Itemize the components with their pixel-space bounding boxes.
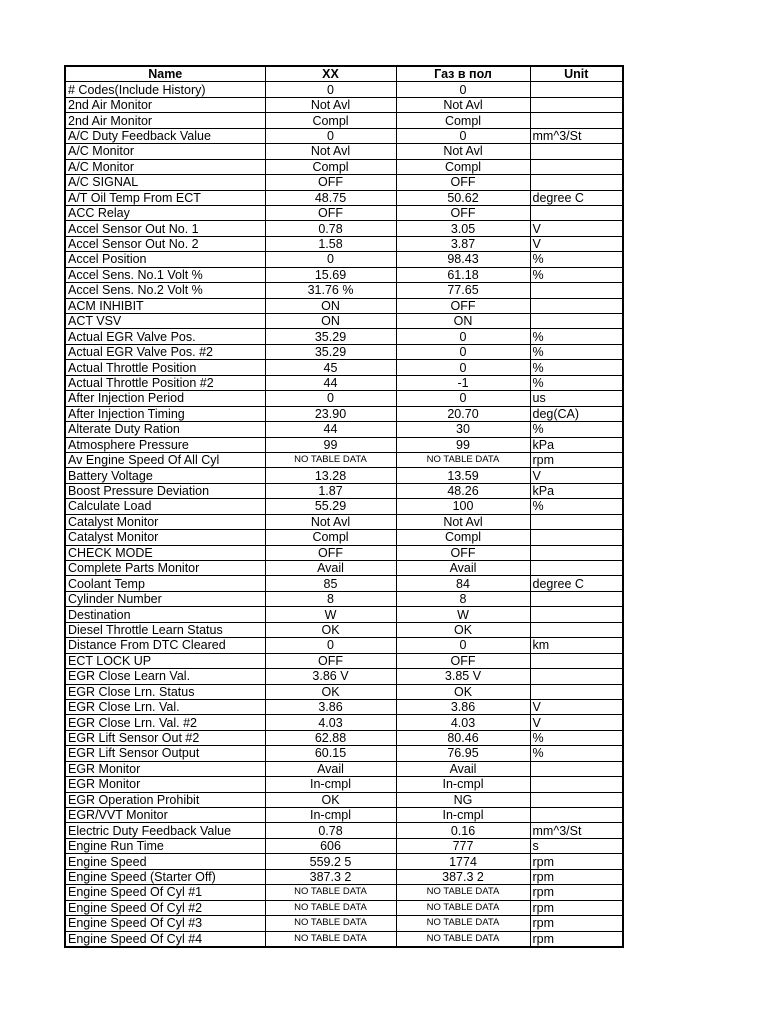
cell-name: Av Engine Speed Of All Cyl (65, 452, 265, 467)
table-row (65, 360, 623, 375)
cell-name: Boost Pressure Deviation (65, 483, 265, 498)
cell-name: Accel Sens. No.2 Volt % (65, 283, 265, 298)
cell-unit: % (530, 375, 623, 390)
cell-xx: 0 (265, 82, 396, 97)
cell-gas: NO TABLE DATA (396, 452, 530, 467)
cell-name: Accel Position (65, 252, 265, 267)
table-row (65, 483, 623, 498)
cell-gas: 13.59 (396, 468, 530, 483)
cell-xx: 559.2 5 (265, 854, 396, 869)
cell-unit: % (530, 730, 623, 745)
cell-unit (530, 205, 623, 220)
cell-gas: -1 (396, 375, 530, 390)
cell-name: Catalyst Monitor (65, 514, 265, 529)
cell-gas: 80.46 (396, 730, 530, 745)
table-row (65, 561, 623, 576)
cell-gas: Not Avl (396, 97, 530, 112)
cell-gas: NG (396, 792, 530, 807)
cell-gas: 777 (396, 838, 530, 853)
cell-unit (530, 514, 623, 529)
cell-gas: 76.95 (396, 746, 530, 761)
cell-xx: 44 (265, 422, 396, 437)
cell-xx: OK (265, 622, 396, 637)
cell-name: EGR/VVT Monitor (65, 808, 265, 823)
header-unit: Unit (530, 66, 623, 82)
cell-gas: Compl (396, 530, 530, 545)
cell-gas: 84 (396, 576, 530, 591)
cell-gas: Not Avl (396, 514, 530, 529)
cell-xx: 0 (265, 252, 396, 267)
cell-unit: V (530, 715, 623, 730)
cell-unit (530, 808, 623, 823)
table-row (65, 205, 623, 220)
cell-xx: 0.78 (265, 823, 396, 838)
cell-gas: 0 (396, 329, 530, 344)
cell-unit (530, 561, 623, 576)
cell-name: A/C Monitor (65, 144, 265, 159)
table-row (65, 591, 623, 606)
table-row (65, 144, 623, 159)
cell-gas: Avail (396, 761, 530, 776)
cell-xx: 23.90 (265, 406, 396, 421)
header-xx: XX (265, 66, 396, 82)
cell-unit: degree C (530, 190, 623, 205)
cell-xx: 1.58 (265, 236, 396, 251)
cell-name: Engine Speed (65, 854, 265, 869)
cell-unit (530, 607, 623, 622)
cell-unit: kPa (530, 437, 623, 452)
cell-gas: 99 (396, 437, 530, 452)
table-row (65, 607, 623, 622)
table-row (65, 452, 623, 467)
cell-unit: V (530, 699, 623, 714)
cell-name: Battery Voltage (65, 468, 265, 483)
table-row (65, 653, 623, 668)
cell-name: 2nd Air Monitor (65, 113, 265, 128)
cell-xx: 60.15 (265, 746, 396, 761)
table-row (65, 699, 623, 714)
cell-gas: 1774 (396, 854, 530, 869)
table-row (65, 638, 623, 653)
cell-gas: OK (396, 622, 530, 637)
cell-xx: 15.69 (265, 267, 396, 282)
cell-xx: NO TABLE DATA (265, 931, 396, 947)
cell-gas: ON (396, 314, 530, 329)
cell-gas: In-cmpl (396, 777, 530, 792)
cell-xx: OFF (265, 175, 396, 190)
cell-gas: 3.05 (396, 221, 530, 236)
cell-xx: Not Avl (265, 144, 396, 159)
cell-name: A/T Oil Temp From ECT (65, 190, 265, 205)
cell-xx: Not Avl (265, 97, 396, 112)
table-row (65, 715, 623, 730)
cell-name: A/C SIGNAL (65, 175, 265, 190)
table-row (65, 97, 623, 112)
cell-xx: ON (265, 298, 396, 313)
table-row (65, 823, 623, 838)
cell-unit: rpm (530, 452, 623, 467)
table-row (65, 792, 623, 807)
cell-unit (530, 591, 623, 606)
cell-unit (530, 159, 623, 174)
table-row (65, 329, 623, 344)
cell-gas: 98.43 (396, 252, 530, 267)
cell-name: ACC Relay (65, 205, 265, 220)
cell-gas: 50.62 (396, 190, 530, 205)
cell-unit: rpm (530, 869, 623, 884)
cell-name: Engine Speed Of Cyl #2 (65, 900, 265, 915)
cell-unit: % (530, 252, 623, 267)
cell-gas: Compl (396, 113, 530, 128)
cell-xx: Compl (265, 113, 396, 128)
cell-name: A/C Duty Feedback Value (65, 128, 265, 143)
table-row (65, 854, 623, 869)
cell-name: EGR Operation Prohibit (65, 792, 265, 807)
cell-unit (530, 761, 623, 776)
cell-unit (530, 545, 623, 560)
cell-name: Accel Sensor Out No. 1 (65, 221, 265, 236)
cell-unit: % (530, 344, 623, 359)
cell-unit: kPa (530, 483, 623, 498)
cell-unit (530, 777, 623, 792)
table-row (65, 283, 623, 298)
cell-name: Diesel Throttle Learn Status (65, 622, 265, 637)
cell-name: EGR Lift Sensor Out #2 (65, 730, 265, 745)
cell-xx: OK (265, 792, 396, 807)
cell-gas: 0 (396, 128, 530, 143)
cell-gas: 20.70 (396, 406, 530, 421)
cell-name: EGR Close Lrn. Val. #2 (65, 715, 265, 730)
cell-xx: ON (265, 314, 396, 329)
cell-name: Engine Speed Of Cyl #3 (65, 916, 265, 931)
cell-xx: NO TABLE DATA (265, 900, 396, 915)
cell-name: Engine Run Time (65, 838, 265, 853)
cell-name: EGR Close Lrn. Status (65, 684, 265, 699)
cell-name: EGR Close Learn Val. (65, 669, 265, 684)
cell-gas: OFF (396, 653, 530, 668)
cell-xx: 13.28 (265, 468, 396, 483)
cell-xx: OK (265, 684, 396, 699)
cell-name: After Injection Timing (65, 406, 265, 421)
cell-xx: Not Avl (265, 514, 396, 529)
cell-unit: mm^3/St (530, 823, 623, 838)
cell-name: Alterate Duty Ration (65, 422, 265, 437)
cell-xx: NO TABLE DATA (265, 452, 396, 467)
cell-name: Coolant Temp (65, 576, 265, 591)
cell-gas: 0 (396, 391, 530, 406)
table-row (65, 530, 623, 545)
table-row (65, 267, 623, 282)
cell-xx: 45 (265, 360, 396, 375)
cell-name: Calculate Load (65, 499, 265, 514)
cell-name: Actual Throttle Position (65, 360, 265, 375)
cell-gas: 3.86 (396, 699, 530, 714)
table-row (65, 576, 623, 591)
cell-unit: s (530, 838, 623, 853)
cell-gas: 77.65 (396, 283, 530, 298)
table-row (65, 499, 623, 514)
cell-unit (530, 298, 623, 313)
cell-unit: km (530, 638, 623, 653)
cell-unit: % (530, 499, 623, 514)
cell-name: Distance From DTC Cleared (65, 638, 265, 653)
table-row (65, 838, 623, 853)
cell-name: ACM INHIBIT (65, 298, 265, 313)
cell-xx: 387.3 2 (265, 869, 396, 884)
cell-xx: Compl (265, 159, 396, 174)
cell-xx: 48.75 (265, 190, 396, 205)
cell-gas: W (396, 607, 530, 622)
table-row (65, 375, 623, 390)
cell-gas: 100 (396, 499, 530, 514)
table-row (65, 314, 623, 329)
cell-unit (530, 175, 623, 190)
cell-gas: OFF (396, 205, 530, 220)
cell-xx: 0 (265, 391, 396, 406)
cell-xx: 3.86 V (265, 669, 396, 684)
cell-name: Catalyst Monitor (65, 530, 265, 545)
cell-unit: rpm (530, 931, 623, 947)
table-row (65, 406, 623, 421)
cell-xx: 35.29 (265, 344, 396, 359)
table-row (65, 545, 623, 560)
table-row (65, 808, 623, 823)
cell-name: EGR Monitor (65, 761, 265, 776)
cell-name: Actual EGR Valve Pos. (65, 329, 265, 344)
cell-gas: 0 (396, 82, 530, 97)
cell-unit: % (530, 329, 623, 344)
header-name: Name (65, 66, 265, 82)
cell-gas: 0.16 (396, 823, 530, 838)
cell-unit (530, 684, 623, 699)
table-row (65, 128, 623, 143)
cell-xx: NO TABLE DATA (265, 885, 396, 900)
cell-xx: In-cmpl (265, 777, 396, 792)
table-header (65, 66, 623, 82)
table-row (65, 931, 623, 947)
cell-gas: NO TABLE DATA (396, 916, 530, 931)
cell-xx: In-cmpl (265, 808, 396, 823)
cell-gas: 3.85 V (396, 669, 530, 684)
cell-unit: mm^3/St (530, 128, 623, 143)
cell-gas: 4.03 (396, 715, 530, 730)
table-row (65, 900, 623, 915)
cell-unit: % (530, 360, 623, 375)
table-row (65, 514, 623, 529)
cell-xx: Avail (265, 761, 396, 776)
cell-unit: rpm (530, 854, 623, 869)
cell-name: EGR Lift Sensor Output (65, 746, 265, 761)
table-row (65, 885, 623, 900)
cell-unit (530, 622, 623, 637)
cell-unit: % (530, 422, 623, 437)
cell-name: Engine Speed Of Cyl #1 (65, 885, 265, 900)
cell-unit (530, 283, 623, 298)
table-row (65, 221, 623, 236)
cell-xx: W (265, 607, 396, 622)
cell-gas: 61.18 (396, 267, 530, 282)
cell-xx: 3.86 (265, 699, 396, 714)
cell-unit: V (530, 236, 623, 251)
cell-xx: 62.88 (265, 730, 396, 745)
cell-gas: 0 (396, 344, 530, 359)
cell-xx: 35.29 (265, 329, 396, 344)
cell-unit (530, 314, 623, 329)
cell-gas: 48.26 (396, 483, 530, 498)
cell-gas: OK (396, 684, 530, 699)
cell-name: ACT VSV (65, 314, 265, 329)
cell-unit (530, 669, 623, 684)
cell-gas: 0 (396, 360, 530, 375)
cell-name: Electric Duty Feedback Value (65, 823, 265, 838)
table-row (65, 190, 623, 205)
cell-gas: In-cmpl (396, 808, 530, 823)
cell-xx: Avail (265, 561, 396, 576)
table-row (65, 669, 623, 684)
cell-unit (530, 653, 623, 668)
cell-name: CHECK MODE (65, 545, 265, 560)
table-row (65, 746, 623, 761)
cell-name: Complete Parts Monitor (65, 561, 265, 576)
table-row (65, 730, 623, 745)
cell-name: Accel Sens. No.1 Volt % (65, 267, 265, 282)
cell-xx: 55.29 (265, 499, 396, 514)
table-row (65, 113, 623, 128)
cell-xx: NO TABLE DATA (265, 916, 396, 931)
cell-name: Accel Sensor Out No. 2 (65, 236, 265, 251)
table-row (65, 422, 623, 437)
cell-xx: Compl (265, 530, 396, 545)
cell-name: EGR Monitor (65, 777, 265, 792)
table-row (65, 684, 623, 699)
table-row (65, 869, 623, 884)
table-body (65, 82, 623, 947)
cell-name: After Injection Period (65, 391, 265, 406)
table-row (65, 159, 623, 174)
table-row (65, 761, 623, 776)
cell-gas: OFF (396, 175, 530, 190)
cell-unit (530, 113, 623, 128)
table-row (65, 916, 623, 931)
cell-xx: OFF (265, 545, 396, 560)
cell-unit: % (530, 267, 623, 282)
cell-gas: NO TABLE DATA (396, 900, 530, 915)
cell-gas: NO TABLE DATA (396, 931, 530, 947)
cell-gas: Not Avl (396, 144, 530, 159)
table-row (65, 252, 623, 267)
cell-xx: 31.76 % (265, 283, 396, 298)
cell-name: ECT LOCK UP (65, 653, 265, 668)
cell-unit (530, 97, 623, 112)
cell-unit: % (530, 746, 623, 761)
cell-name: Destination (65, 607, 265, 622)
cell-xx: 0 (265, 128, 396, 143)
cell-xx: 1.87 (265, 483, 396, 498)
header-row (65, 66, 623, 82)
cell-unit: degree C (530, 576, 623, 591)
cell-name: 2nd Air Monitor (65, 97, 265, 112)
cell-xx: 0.78 (265, 221, 396, 236)
table-row (65, 437, 623, 452)
cell-name: Actual EGR Valve Pos. #2 (65, 344, 265, 359)
table-row (65, 236, 623, 251)
cell-xx: OFF (265, 205, 396, 220)
cell-name: Cylinder Number (65, 591, 265, 606)
table-row (65, 82, 623, 97)
data-table (64, 65, 624, 948)
cell-gas: 3.87 (396, 236, 530, 251)
cell-unit: V (530, 221, 623, 236)
cell-unit: rpm (530, 900, 623, 915)
cell-unit: rpm (530, 885, 623, 900)
table-row (65, 175, 623, 190)
table-row (65, 391, 623, 406)
cell-gas: OFF (396, 545, 530, 560)
cell-unit (530, 530, 623, 545)
cell-xx: 606 (265, 838, 396, 853)
cell-gas: NO TABLE DATA (396, 885, 530, 900)
cell-unit: V (530, 468, 623, 483)
header-gas: Газ в пол (396, 66, 530, 82)
table-row (65, 622, 623, 637)
cell-xx: 8 (265, 591, 396, 606)
cell-gas: 30 (396, 422, 530, 437)
cell-xx: 4.03 (265, 715, 396, 730)
table-row (65, 777, 623, 792)
cell-gas: 387.3 2 (396, 869, 530, 884)
cell-gas: Compl (396, 159, 530, 174)
cell-xx: 0 (265, 638, 396, 653)
cell-unit (530, 144, 623, 159)
cell-xx: 85 (265, 576, 396, 591)
cell-unit (530, 82, 623, 97)
cell-name: A/C Monitor (65, 159, 265, 174)
table-row (65, 298, 623, 313)
cell-gas: OFF (396, 298, 530, 313)
cell-name: Engine Speed (Starter Off) (65, 869, 265, 884)
cell-name: EGR Close Lrn. Val. (65, 699, 265, 714)
cell-gas: Avail (396, 561, 530, 576)
cell-unit: rpm (530, 916, 623, 931)
cell-xx: 99 (265, 437, 396, 452)
cell-gas: 8 (396, 591, 530, 606)
cell-unit (530, 792, 623, 807)
cell-name: Actual Throttle Position #2 (65, 375, 265, 390)
cell-name: Engine Speed Of Cyl #4 (65, 931, 265, 947)
table-row (65, 468, 623, 483)
cell-name: # Codes(Include History) (65, 82, 265, 97)
table-row (65, 344, 623, 359)
cell-gas: 0 (396, 638, 530, 653)
cell-unit: deg(CA) (530, 406, 623, 421)
cell-name: Atmosphere Pressure (65, 437, 265, 452)
cell-xx: OFF (265, 653, 396, 668)
cell-xx: 44 (265, 375, 396, 390)
cell-unit: us (530, 391, 623, 406)
